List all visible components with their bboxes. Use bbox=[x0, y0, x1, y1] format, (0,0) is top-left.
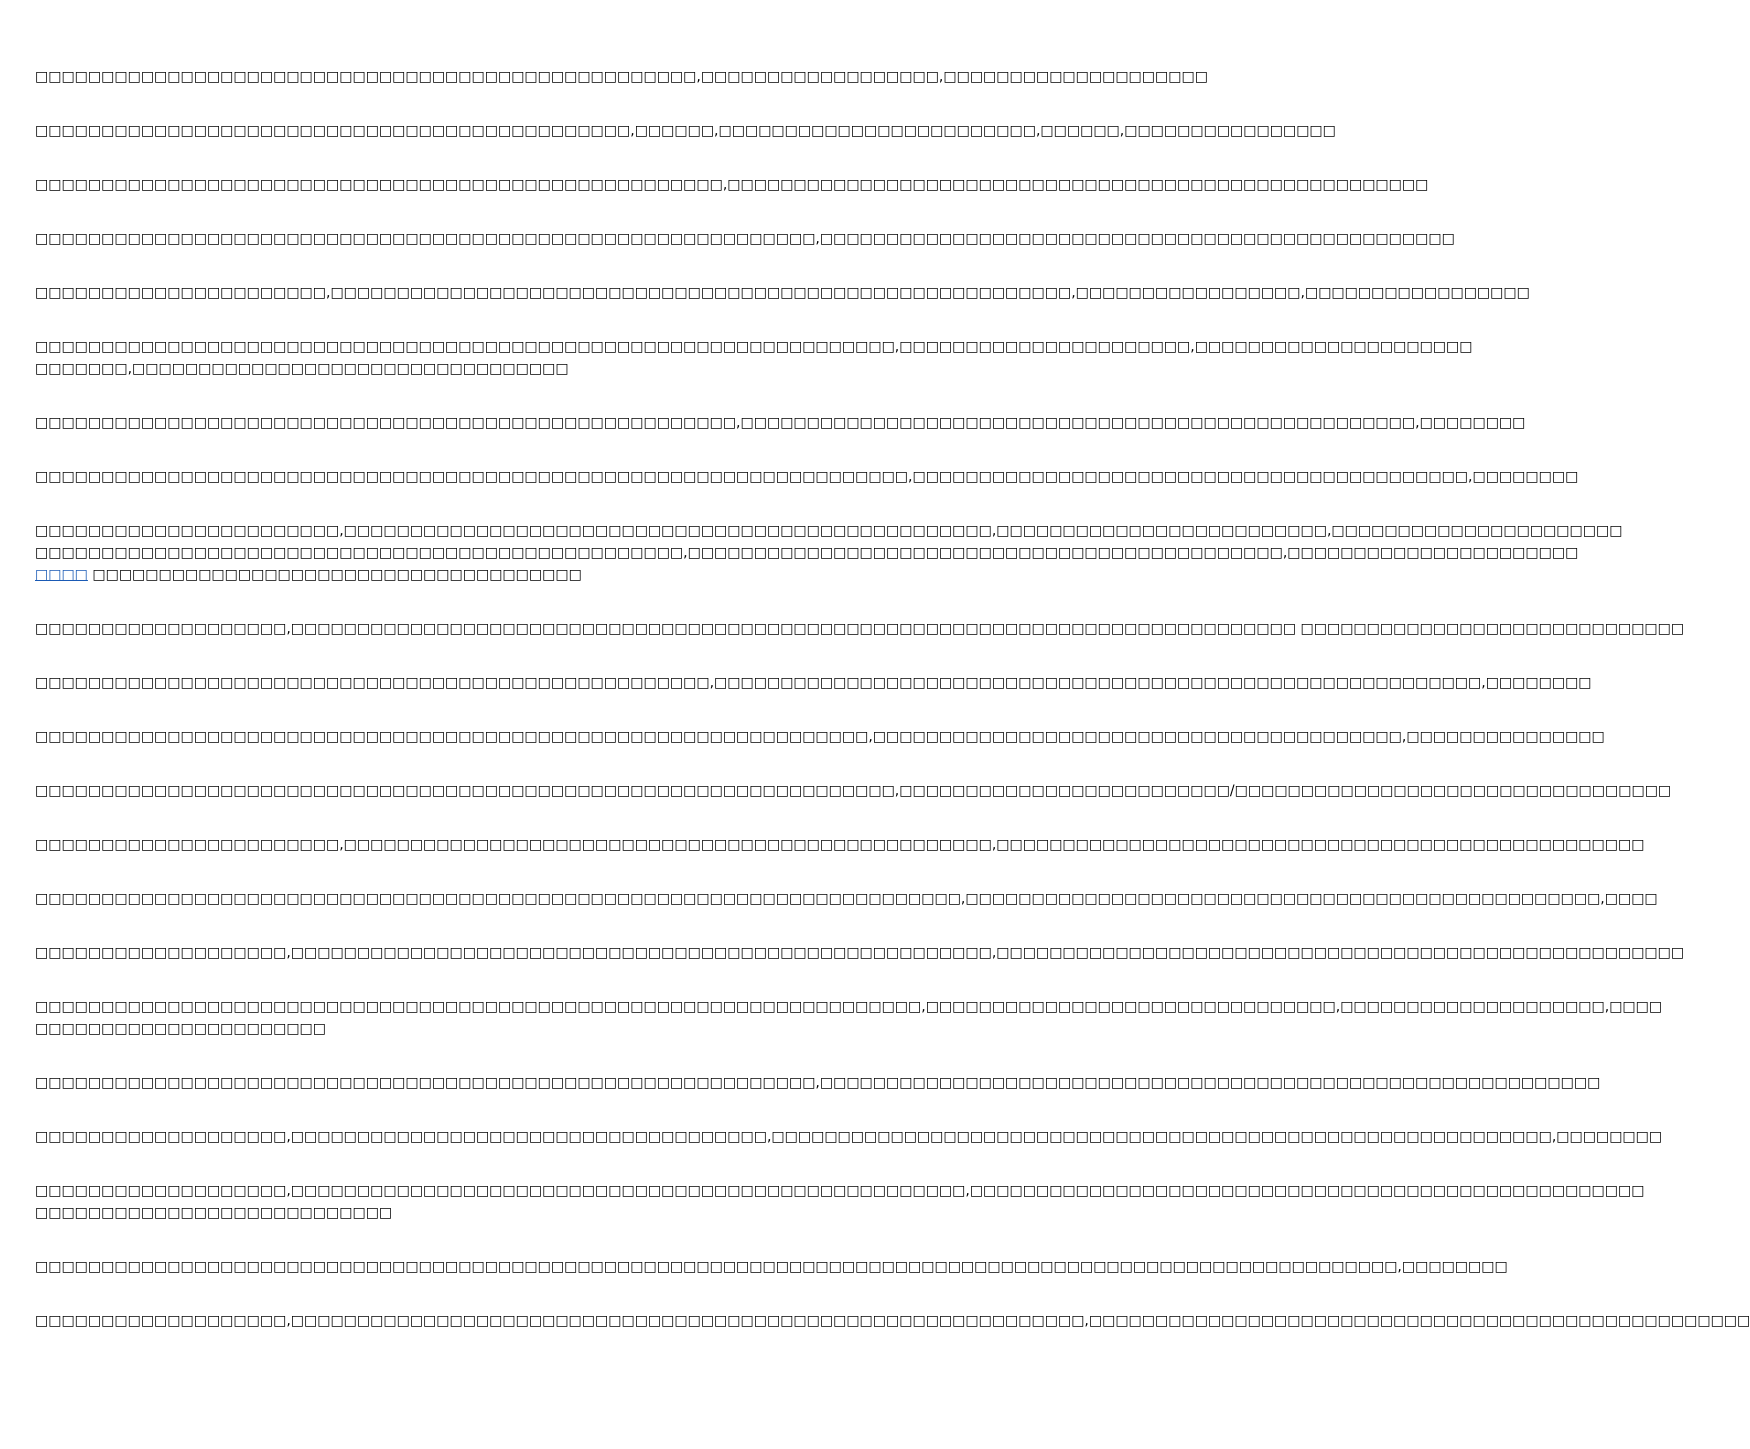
paragraph-17 bbox=[35, 996, 1663, 1040]
text-line: □□□□□□□□□□□□□□□□□□□□□□□□□□□□□□□□□□□□□□□□□□□□□□□□□□□□□□□□□□□□□□□□□,□□□□□□□□□□□□□□□□□□□□□□,□□□□□□□□□□□□□□□□□□□□□ bbox=[35, 339, 1473, 355]
text-line: □□□□□□□□□□□□□□□□□□□□□□□□□□□□□□□□□□□□□□□□□□□□□□□□□□□□□□□□□□□,□□□□□□□□□□□□□□□□□□□□□□□□□□□□□□□□□□□□□□□□□□□□□□□□ bbox=[35, 231, 1455, 247]
text-line: □□□□□□□□□□□□□□□□□□□,□□□□□□□□□□□□□□□□□□□□□□□□□□□□□□□□□□□□□□□□□□□□□□□□□□□□□□□□□□□□□□□□□□□□□□□□□□□□ □□□□□□□□□□□□□□□□□□□□□□□□□□□□□ bbox=[35, 621, 1685, 637]
paragraph-22 bbox=[35, 1310, 1750, 1332]
paragraph-10 bbox=[35, 618, 1685, 640]
paragraph-8 bbox=[35, 466, 1579, 488]
inline-link[interactable]: □□□□ bbox=[35, 567, 88, 583]
text-run: □□□□□□□□□□□□□□□□□□□□□□□□□□□□□□□□□□□□□ bbox=[92, 567, 582, 583]
paragraph-15 bbox=[35, 888, 1658, 910]
text-line: □□□□□□□□□□□□□□□□□□□,□□□□□□□□□□□□□□□□□□□□□□□□□□□□□□□□□□□□,□□□□□□□□□□□□□□□□□□□□□□□□□□□□□□□□□□□□□□□□□□□□□□□□□□□□□□□□□□□,□□□□□□□□ bbox=[35, 1129, 1663, 1145]
text-line: □□□□□□□□□□□□□□□□□□□,□□□□□□□□□□□□□□□□□□□□□□□□□□□□□□□□□□□□□□□□□□□□□□□□□□□,□□□□□□□□□□□□□□□□□□□□□□□□□□□□□□□□□□□□□□□□□□□□□□□□□□□ bbox=[35, 1183, 1645, 1199]
text-line: □□□□□□□□□□□□□□□□□□□□□□□,□□□□□□□□□□□□□□□□□□□□□□□□□□□□□□□□□□□□□□□□□□□□□□□□□,□□□□□□□□□□□□□□□□□□□□□□□□□,□□□□□□□□□□□□□□□□□□□□□□ bbox=[35, 523, 1623, 539]
text-line: □□□□□□□□□□□□□□□□□□□□□□□□□□□□□□□□□□□□□□□□□□□□□□□□□□□□□□□□□□□□□□□□□□,□□□□□□□□□□□□□□□□□□□□□□□□□□□□□□□□□□□□□□□□□□,□□□□□□□□ bbox=[35, 469, 1579, 485]
paragraph-16 bbox=[35, 942, 1685, 964]
text-line: □□□□□□□,□□□□□□□□□□□□□□□□□□□□□□□□□□□□□□□□□ bbox=[35, 361, 569, 377]
text-line: □□□□□□□□□□□□□□□□□□□□□□□□□□□□□□□□□□□□□□□□□□□□□□□□□□□□□□□□□□□□□□□□□,□□□□□□□□□□□□□□□□□□□□□□□□□/□□□□□□□□□□□□□□□□□□□□□□□□□□□□□□□□□ bbox=[35, 783, 1672, 799]
text-line: □□□□□□□□□□□□□□□□□□□□□□□□□□□□□□□□□□□□□□□□□□□□□□□□□□□,□□□□□□□□□□□□□□□□□□□□□□□□□□□□□□□□□□□□□□□□□□□□□□□□□□□□□□□□□□,□□□□□□□□ bbox=[35, 675, 1592, 691]
text-line: □□□□□□□□□□□□□□□□□□□□□□□□□□□□□□□□□□□□□□□□□□□□□□□□□,□□□□□□□□□□□□□□□□□□□□□□□□□□□□□□□□□□□□□□□□□□□□□,□□□□□□□□□□□□□□□□□□□□□□ bbox=[35, 545, 1579, 561]
text-line: □□□□□□□□□□□□□□□□□□□□□□□□□□□□□□□□□□□□□□□□□□□□□□□□□□□□□□□□□□□□□□□□□□□,□□□□□□□□□□□□□□□□□□□□□□□□□□□□□□□,□□□□□□□□□□□□□□□□□□□□,□□□□ bbox=[35, 999, 1663, 1015]
paragraph-3 bbox=[35, 174, 1429, 196]
paragraph-18 bbox=[35, 1072, 1601, 1094]
paragraph-6 bbox=[35, 336, 1473, 380]
document-body bbox=[35, 66, 1750, 1364]
paragraph-20 bbox=[35, 1180, 1645, 1224]
paragraph-11 bbox=[35, 672, 1592, 694]
text-line: □□□□□□□□□□□□□□□□□□□□□□□□□□□□□□□□□□□□□□□□□□□□□□□□□□,□□□□□□□□□□□□□□□□□□,□□□□□□□□□□□□□□□□□□□□ bbox=[35, 69, 1208, 85]
paragraph-7 bbox=[35, 412, 1526, 434]
paragraph-14 bbox=[35, 834, 1645, 856]
paragraph-9 bbox=[35, 520, 1623, 586]
text-line: □□□□□□□□□□□□□□□□□□□□□□□□□□□□□□□□□□□□□□□□□□□□□,□□□□□□,□□□□□□□□□□□□□□□□□□□□□□□□,□□□□□□,□□□□□□□□□□□□□□□□ bbox=[35, 123, 1336, 139]
text-line: □□□□□□□□□□□□□□□□□□□□□□□□□□□□□□□□□□□□□□□□□□□□□□□□□□□□□□□□□□□□□□□□□□□□□□,□□□□□□□□□□□□□□□□□□□□□□□□□□□□□□□□□□□□□□□□□□□□□□□□,□□□□ bbox=[35, 891, 1658, 907]
paragraph-12 bbox=[35, 726, 1605, 748]
text-line: □□□□□□□□□□□□□□□□□□□,□□□□□□□□□□□□□□□□□□□□□□□□□□□□□□□□□□□□□□□□□□□□□□□□□□□□□□□□□□□□,□□□□□□□□□□□□□□□□□□□□□□□□□□□□□□□□□□□□□□□□□□□□□□□□□□ bbox=[35, 1313, 1750, 1329]
paragraph-21 bbox=[35, 1256, 1508, 1278]
text-line: □□□□□□□□□□□□□□□□□□□□□□□,□□□□□□□□□□□□□□□□□□□□□□□□□□□□□□□□□□□□□□□□□□□□□□□□□,□□□□□□□□□□□□□□□□□□□□□□□□□□□□□□□□□□□□□□□□□□□□□□□□□ bbox=[35, 837, 1645, 853]
text-line: □□□□□□□□□□□□□□□□□□□□□□□□□□□ bbox=[35, 1205, 393, 1221]
paragraph-2 bbox=[35, 120, 1336, 142]
text-line: □□□□□□□□□□□□□□□□□□□□□□□□□□□□□□□□□□□□□□□□□□□□□□□□□□□□□□□□□□□□□□□,□□□□□□□□□□□□□□□□□□□□□□□□□□□□□□□□□□□□□□□□,□□□□□□□□□□□□□□□ bbox=[35, 729, 1605, 745]
paragraph-1 bbox=[35, 66, 1208, 88]
text-line-with-link bbox=[35, 564, 989, 586]
text-line: □□□□□□□□□□□□□□□□□□□□□□□□□□□□□□□□□□□□□□□□□□□□□□□□□□□□,□□□□□□□□□□□□□□□□□□□□□□□□□□□□□□□□□□□□□□□□□□□□□□□□□□□□□ bbox=[35, 177, 1429, 193]
text-line: □□□□□□□□□□□□□□□□□□□,□□□□□□□□□□□□□□□□□□□□□□□□□□□□□□□□□□□□□□□□□□□□□□□□□□□□□,□□□□□□□□□□□□□□□□□□□□□□□□□□□□□□□□□□□□□□□□□□□□□□□□□□□□ bbox=[35, 945, 1685, 961]
paragraph-19 bbox=[35, 1126, 1663, 1148]
text-line: □□□□□□□□□□□□□□□□□□□□□□□□□□□□□□□□□□□□□□□□□□□□□□□□□□□□□□□□□□□□□□□□□□□□□□□□□□□□□□□□□□□□□□□□□□□□□□□□□□□□□□□,□□□□□□□□ bbox=[35, 1259, 1508, 1275]
text-line: □□□□□□□□□□□□□□□□□□□□□□ bbox=[35, 1021, 327, 1037]
text-line: □□□□□□□□□□□□□□□□□□□□□□□□□□□□□□□□□□□□□□□□□□□□□□□□□□□□□,□□□□□□□□□□□□□□□□□□□□□□□□□□□□□□□□□□□□□□□□□□□□□□□□□□□,□□□□□□□□ bbox=[35, 415, 1526, 431]
text-line: □□□□□□□□□□□□□□□□□□□□□□□□□□□□□□□□□□□□□□□□□□□□□□□□□□□□□□□□□□□,□□□□□□□□□□□□□□□□□□□□□□□□□□□□□□□□□□□□□□□□□□□□□□□□□□□□□□□□□□□ bbox=[35, 1075, 1601, 1091]
paragraph-5 bbox=[35, 282, 1530, 304]
text-line: □□□□□□□□□□□□□□□□□□□□□□,□□□□□□□□□□□□□□□□□□□□□□□□□□□□□□□□□□□□□□□□□□□□□□□□□□□□□□□□,□□□□□□□□□□□□□□□□□,□□□□□□□□□□□□□□□□□ bbox=[35, 285, 1530, 301]
paragraph-4 bbox=[35, 228, 1455, 250]
paragraph-13 bbox=[35, 780, 1672, 802]
